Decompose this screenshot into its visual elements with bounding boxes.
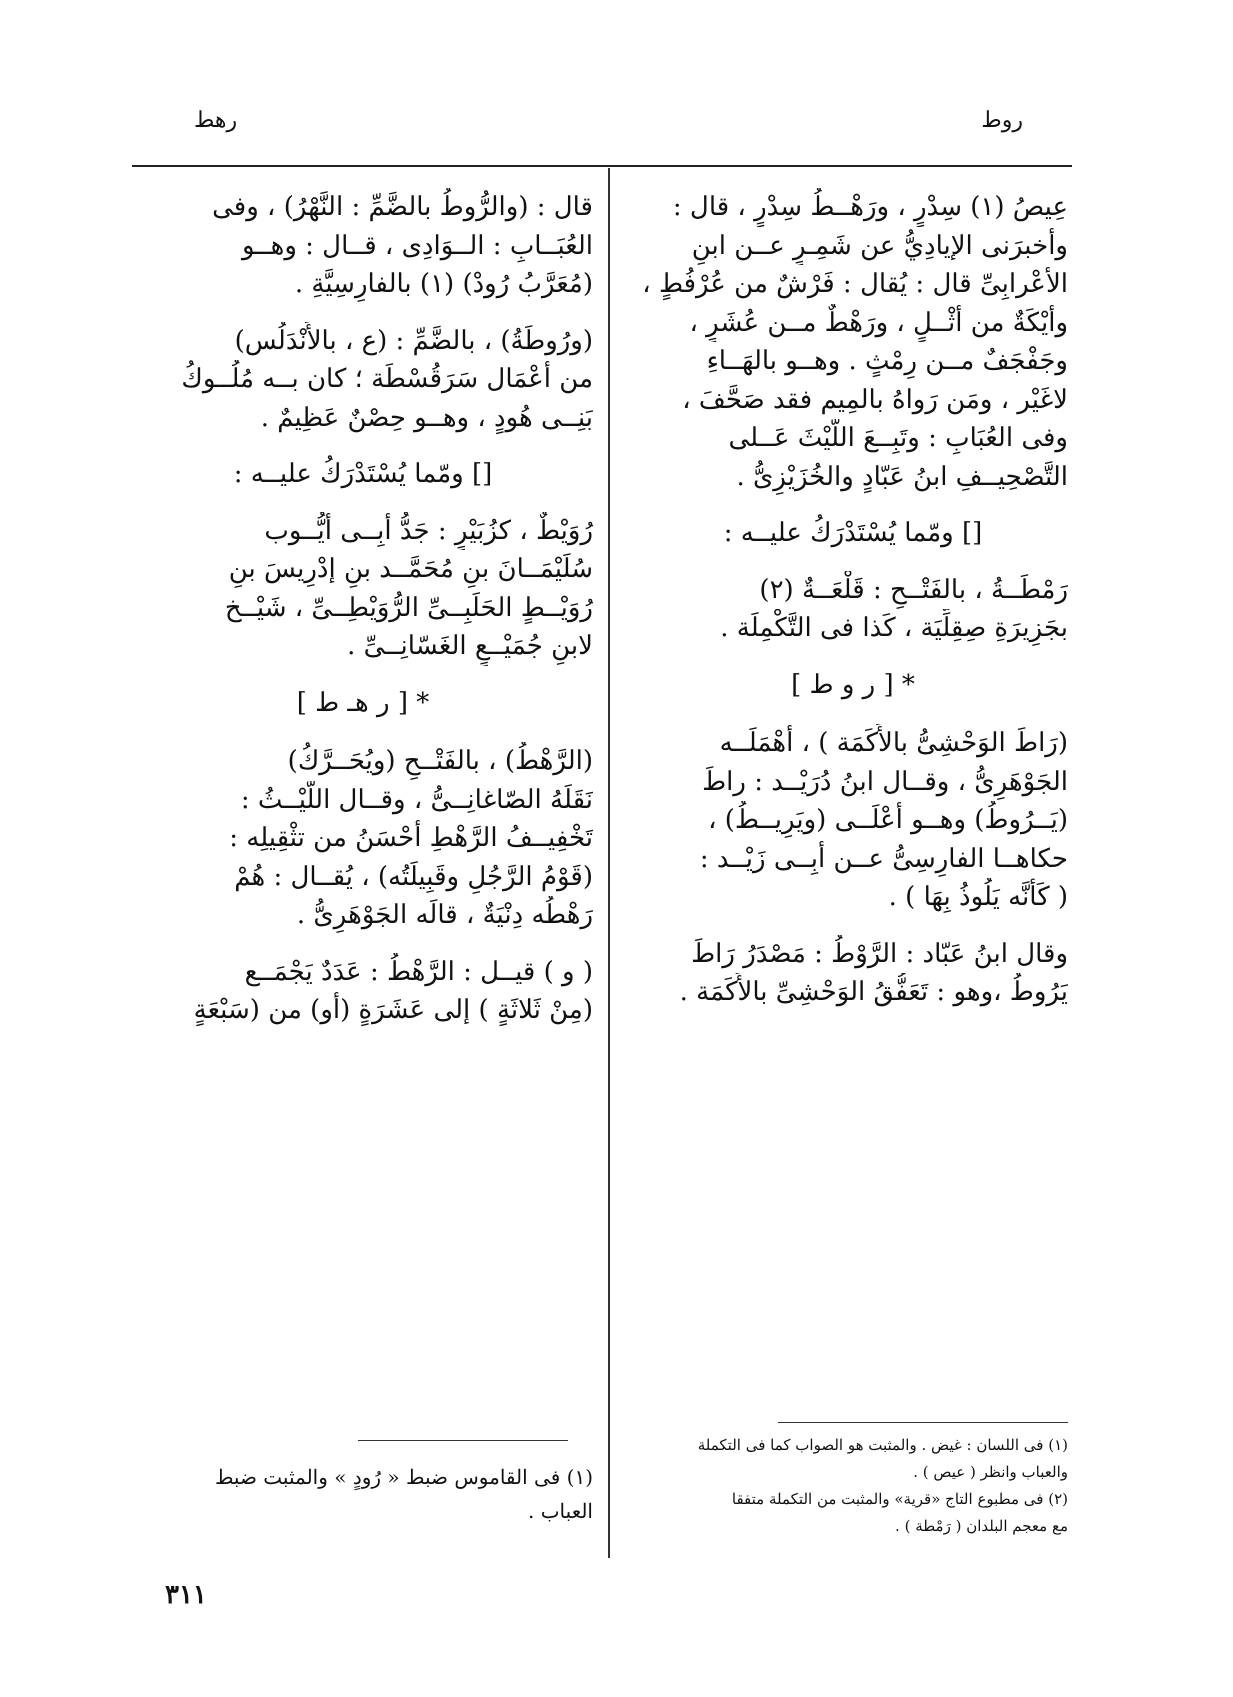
right-para-2 <box>638 571 1068 648</box>
text-line: (يَــرُوطُ) وهــو أعْلَــى (ويَرِيــطُ) ، <box>708 805 1068 835</box>
text-line: وأيْكَةٌ من أثْــلٍ ، ورَهْطٌ مــن عُشَرٍ ، <box>689 307 1068 338</box>
mustadrak-label: [] ومّما يُسْتَدْرَكُ عليــه : <box>723 518 983 548</box>
text-line: من أعْمَال سَرَقُسْطَة ؛ كان بــه مُلُــوكُ <box>181 364 593 394</box>
entry-heading: * [ ر هـ ط ] <box>296 687 430 718</box>
footnote-rule <box>778 1422 1068 1423</box>
text-line: (رَاطَ الوَحْشِىُّ بالأَكَمَة ) ، أهْمَلَــه <box>719 728 1068 758</box>
text-line: العُبَــابِ : الــوَادِى ، قــال : وهــو <box>241 230 593 261</box>
left-para-2 <box>133 322 593 438</box>
text-line: ( و ) قيــل : الرَّهْطُ : عَدَدٌ يَجْمَــع <box>244 956 593 987</box>
left-footnotes <box>133 1460 593 1528</box>
text-line: نَقَلَهُ الصّاغانِــىُّ ، وقــال اللَّيْــثُ : <box>240 784 593 815</box>
right-para-3 <box>638 724 1068 917</box>
running-head-left: رهط <box>194 108 238 133</box>
left-para-3 <box>133 512 593 666</box>
left-para-1 <box>133 188 593 304</box>
right-para-1 <box>638 188 1068 496</box>
text-line: لابنِ جُمَيْــعٍ الغَسّانِــىِّ . <box>347 631 593 661</box>
page-number: ٣١١ <box>165 1580 207 1610</box>
mustadrak-label: [] ومّما يُسْتَدْرَكُ عليــه : <box>233 459 493 489</box>
text-line: (الرَّهْطُ) ، بالفَتْــحِ (ويُحَــرَّكُ) <box>287 746 593 776</box>
text-line: (قَوْمُ الرَّجُلِ وقَبِيلَتُه) ، يُقــال : هُمْ <box>234 861 593 892</box>
text-line: بجَزِيرَةِ صِقِلِّيَة ، كَذا فى التَّكْمِلَة . <box>720 613 1068 643</box>
text-line: رُوَيْــطٍ الحَلَبِــىِّ الرُّوَيْطِــىِّ ، شَيْــخ <box>224 592 593 623</box>
left-para-4 <box>133 742 593 935</box>
text-line: بَنِــى هُودٍ ، وهــو حِصْنٌ عَظِيمٌ . <box>260 402 593 433</box>
footnote-line: والعباب وانظر ( عيص ) . <box>913 1463 1068 1481</box>
running-head-right: روط <box>981 108 1023 133</box>
text-line: (مِنْ ثَلاثَةٍ ) إلى عَشَرَةٍ (أَو) من (سَبْعَةٍ <box>193 995 593 1025</box>
text-line: عِيصُ (١) سِدْرٍ ، ورَهْــطُ سِدْرٍ ، قال : <box>672 192 1068 222</box>
text-line: ( كَأَنَّه يَلُوذُ بِهَا ) . <box>888 882 1068 912</box>
text-line: سُلَيْمَــانَ بنِ مُحَمَّــد بنِ إدْرِيسَ بنِ <box>228 554 593 584</box>
footnote-line: العباب . <box>528 1499 593 1523</box>
text-line: الجَوْهَرِىُّ ، وقــال ابنُ دُرَيْــد : راطَ <box>702 766 1068 797</box>
header-rule <box>132 165 1072 167</box>
text-line: وفى العُبَابِ : وتَبِــعَ اللَّيْثَ عَــلى <box>728 423 1068 453</box>
text-line: رَهْطُه دِنْيَةٌ ، قالَه الجَوْهَرِىُّ . <box>296 900 593 930</box>
entry-heading: * [ ر و ط ] <box>791 669 915 700</box>
text-line: قال : (والرُّوطُ بالضَّمِّ : النَّهْرُ) ، وفى <box>212 192 593 222</box>
footnote-line: مع معجم البلدان ( رَمْطة ) . <box>895 1517 1068 1535</box>
right-para-4 <box>638 935 1068 1012</box>
right-column <box>638 188 1068 1030</box>
text-line: رُوَيْطٌ ، كزُبَيْرٍ : جَدُّ أَبِــى أَيُّــوب <box>264 515 593 546</box>
text-line: لاغَيْر ، ومَن رَواهُ بالمِيم فقد صَحَّفَ ، <box>682 384 1068 415</box>
text-line: (ورُوطَةُ) ، بالضَّمِّ : (ع ، بالأَنْدَلُس) <box>234 325 593 356</box>
right-footnotes <box>638 1432 1068 1540</box>
left-column <box>133 188 593 1048</box>
text-line: التَّصْحِيــفِ ابنُ عَبّادٍ والخُزَيْزِىُّ . <box>736 461 1068 492</box>
text-line: (مُعَرَّبُ رُودْ) (١) بالفارِسِيَّةِ . <box>294 269 593 299</box>
text-line: وقال ابنُ عَبّاد : الرَّوْطُ : مَصْدَرُ رَاطَ <box>691 938 1068 969</box>
footnote-line: (١) فى القاموس ضبط « رُودٍ » والمثبت ضبط <box>214 1465 593 1489</box>
text-line: تَخْفِيــفُ الرَّهْطِ أَحْسَنُ من تثْقِيلِه : <box>229 823 593 853</box>
text-line: وأخبرَنى الإيادِيُّ عن شَمِـرٍ عــن ابنِ <box>691 230 1068 261</box>
footnote-line: (٢) فى مطبوع التاج «قرية» والمثبت من التكملة متفقا <box>731 1490 1068 1508</box>
footnote-rule <box>358 1440 568 1441</box>
text-line: يَرُوطُ ،وهو : تَعَفُّقُ الوَحْشِىِّ بالأَكَمَة . <box>679 977 1068 1007</box>
text-line: الأعْرابِىِّ قال : يُقال : فَرْشٌ من عُرْفُطٍ ، <box>642 269 1068 299</box>
left-para-5 <box>133 953 593 1030</box>
text-line: رَمْطَــةُ ، بالفَتْــحِ : قَلْعَــةٌ (٢) <box>759 574 1068 605</box>
footnote-line: (١) فى اللسان : غيض . والمثبت هو الصواب كما فى التكملة <box>697 1436 1068 1454</box>
column-divider <box>608 168 610 1558</box>
text-line: وجَفْجَفٌ مــن رِمْثٍ . وهــو بالهَــاءِ <box>706 346 1068 376</box>
text-line: حكاهــا الفارِسِىُّ عــن أَبِــى زَيْــد : <box>699 843 1068 874</box>
